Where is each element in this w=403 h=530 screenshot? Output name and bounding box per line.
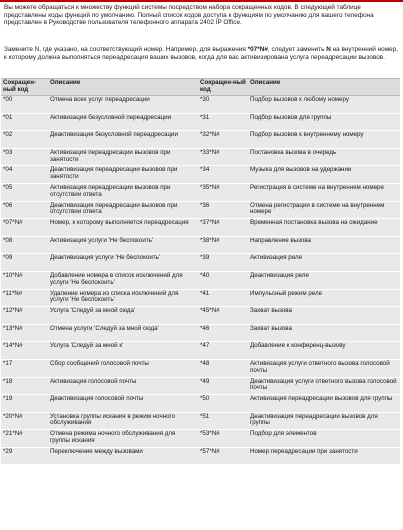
intro-paragraph-1: [4, 4, 400, 27]
description-cell: Установка группы искания в режим ночного обслуживания: [48, 412, 198, 430]
code-cell: *41: [198, 289, 248, 307]
code-cell: *20*N#: [1, 412, 48, 430]
code-cell: *19: [1, 395, 48, 413]
code-cell: *34: [198, 166, 248, 184]
description-cell: Постановка вызова в очередь: [248, 148, 400, 166]
description-cell: Подбор вызовов к внутреннему номеру: [248, 131, 400, 149]
description-cell: Деактивизация голосовой почты: [48, 395, 198, 413]
description-cell: Активизация реле: [248, 254, 400, 272]
description-cell: Захват вызова: [248, 307, 400, 325]
code-cell: *02: [1, 131, 48, 149]
code-cell: *38*N#: [198, 236, 248, 254]
code-cell: *30: [198, 96, 248, 114]
code-cell: *03: [1, 148, 48, 166]
code-cell: *45*N#: [198, 307, 248, 325]
code-cell: *21*N#: [1, 430, 48, 448]
table-row: [1, 289, 400, 307]
description-cell: Отмена режима ночного обслуживания для группы искания: [48, 430, 198, 448]
code-cell: *53*N#: [198, 430, 248, 448]
code-cell: *07*N#: [1, 219, 48, 237]
table-row: [1, 395, 400, 413]
table-row: [1, 166, 400, 184]
description-cell: Номер, к которому выполняется переадресация: [48, 219, 198, 237]
code-cell: *00: [1, 96, 48, 114]
description-cell: Деактивизация услуги 'Не беспокоить': [48, 254, 198, 272]
code-cell: *13*N#: [1, 324, 48, 342]
table-header-row: [1, 79, 400, 96]
top-accent-bar: [0, 0, 403, 2]
table-row: [1, 201, 400, 219]
code-cell: *08: [1, 236, 48, 254]
description-cell: Активизация голосовой почты: [48, 377, 198, 395]
code-cell: *50: [198, 395, 248, 413]
code-cell: *06: [1, 201, 48, 219]
code-cell: *17: [1, 359, 48, 377]
header-description-1: Описание: [48, 79, 198, 96]
table-body: [1, 96, 400, 465]
table-row: [1, 236, 400, 254]
header-code-2: Сокращен-ный код: [198, 79, 248, 96]
intro-text-2: [4, 46, 400, 61]
description-cell: Регистрация в системе на внутреннем номере: [248, 183, 400, 201]
table-row: [1, 447, 400, 465]
description-cell: Деактивизация переадресации вызовов для группы: [248, 412, 400, 430]
intro-text-2-part2: , следует заменить: [267, 46, 327, 53]
table-row: [1, 219, 400, 237]
table-row: [1, 183, 400, 201]
description-cell: Номер переадресации при занятости: [248, 447, 400, 465]
table-row: [1, 342, 400, 360]
description-cell: Подбор для элементов: [248, 430, 400, 448]
description-cell: Захват вызова: [248, 324, 400, 342]
description-cell: Отмена услуги 'Следуй за мной сюда': [48, 324, 198, 342]
description-cell: Активизация услуги 'Не беспокоить': [48, 236, 198, 254]
description-cell: Активизация переадресации вызовов при отсутствии ответа: [48, 183, 198, 201]
header-code-1: Сокращен-ный код: [1, 79, 48, 96]
table-row: [1, 307, 400, 325]
table-row: [1, 271, 400, 289]
code-cell: *11*N#: [1, 289, 48, 307]
code-cell: *18: [1, 377, 48, 395]
description-cell: Активизация безусловной переадресации: [48, 113, 198, 131]
description-cell: Активизация услуги ответного вызова голосовой почты: [248, 359, 400, 377]
description-cell: Активизация переадресации вызовов при занятости: [48, 148, 198, 166]
table-row: [1, 148, 400, 166]
description-cell: Добавление номера в список исключений для услуги 'Не беспокоить': [48, 271, 198, 289]
description-cell: Услуга 'Следуй за мной сюда': [48, 307, 198, 325]
table-row: [1, 324, 400, 342]
code-cell: *31: [198, 113, 248, 131]
description-cell: Услуга 'Следуй за мной к': [48, 342, 198, 360]
description-cell: Отмена всех услуг переадресации: [48, 96, 198, 114]
code-cell: *12*N#: [1, 307, 48, 325]
intro-paragraph-2: [4, 46, 400, 61]
code-cell: *47: [198, 342, 248, 360]
intro-text-2-part1: Замените N, где указано, на соответствующий номер. Например, для выражения: [4, 46, 248, 53]
description-cell: Деактивизация переадресации вызовов при занятости: [48, 166, 198, 184]
code-cell: *32*N#: [198, 131, 248, 149]
table-row: [1, 412, 400, 430]
code-cell: *36: [198, 201, 248, 219]
feature-codes-table: [1, 78, 400, 465]
table-row: [1, 254, 400, 272]
intro-text-2-bold1: *07*N#: [247, 46, 268, 53]
code-cell: *39: [198, 254, 248, 272]
code-cell: *29: [1, 447, 48, 465]
table-row: [1, 430, 400, 448]
intro-text-2-part3: на внутренний номер, к которому должна выполняться переадресация ваших вызовов, когда для вас активизирована услуга переадресации вызовов.: [4, 46, 398, 61]
table-row: [1, 359, 400, 377]
description-cell: Деактивизация услуги ответного вызова голосовой почты: [248, 377, 400, 395]
code-cell: *10*N#: [1, 271, 48, 289]
code-cell: *48: [198, 359, 248, 377]
code-cell: *14*N#: [1, 342, 48, 360]
description-cell: Деактивизация реле: [248, 271, 400, 289]
code-cell: *05: [1, 183, 48, 201]
description-cell: Направление вызова: [248, 236, 400, 254]
code-cell: *37*N#: [198, 219, 248, 237]
code-cell: *40: [198, 271, 248, 289]
description-cell: Удаление номера из списка исключений для услуги 'Не беспокоить': [48, 289, 198, 307]
header-description-2: Описание: [248, 79, 400, 96]
description-cell: Подбор вызовов для группы: [248, 113, 400, 131]
description-cell: Деактивизация переадресации вызовов при отсутствии ответа: [48, 201, 198, 219]
intro-text-2-bold2: N: [326, 46, 331, 53]
description-cell: Переключение между вызовами: [48, 447, 198, 465]
table-row: [1, 377, 400, 395]
description-cell: Временная постановка вызова на ожидание: [248, 219, 400, 237]
table-row: [1, 113, 400, 131]
description-cell: Импульсный режим реле: [248, 289, 400, 307]
description-cell: Отмена регистрации в системе на внутреннем номере: [248, 201, 400, 219]
code-cell: *49: [198, 377, 248, 395]
intro-text-1: Вы можете обращаться к множеству функций системы посредством набора сокращенных кодов. В следующей таблице представлены коды функций по умолчанию. Полный список кодов доступа к функциям по умолчанию для вашего телефона представлен в Руководстве пользователя телефонного аппарата 2402 IP Office.: [4, 4, 374, 27]
code-cell: *33*N#: [198, 148, 248, 166]
table-row: [1, 96, 400, 114]
code-cell: *51: [198, 412, 248, 430]
code-cell: *35*N#: [198, 183, 248, 201]
code-cell: *04: [1, 166, 48, 184]
description-cell: Деактивизация безусловной переадресации: [48, 131, 198, 149]
description-cell: Добавление к конференц-вызову: [248, 342, 400, 360]
description-cell: Сбор сообщений голосовой почты: [48, 359, 198, 377]
code-cell: *09: [1, 254, 48, 272]
code-cell: *57*N#: [198, 447, 248, 465]
description-cell: Активизация переадресации вызовов для группы: [248, 395, 400, 413]
description-cell: Подбор вызовов к любому номеру: [248, 96, 400, 114]
description-cell: Музыка для вызовов на удержании: [248, 166, 400, 184]
code-cell: *01: [1, 113, 48, 131]
table-row: [1, 131, 400, 149]
code-cell: *46: [198, 324, 248, 342]
